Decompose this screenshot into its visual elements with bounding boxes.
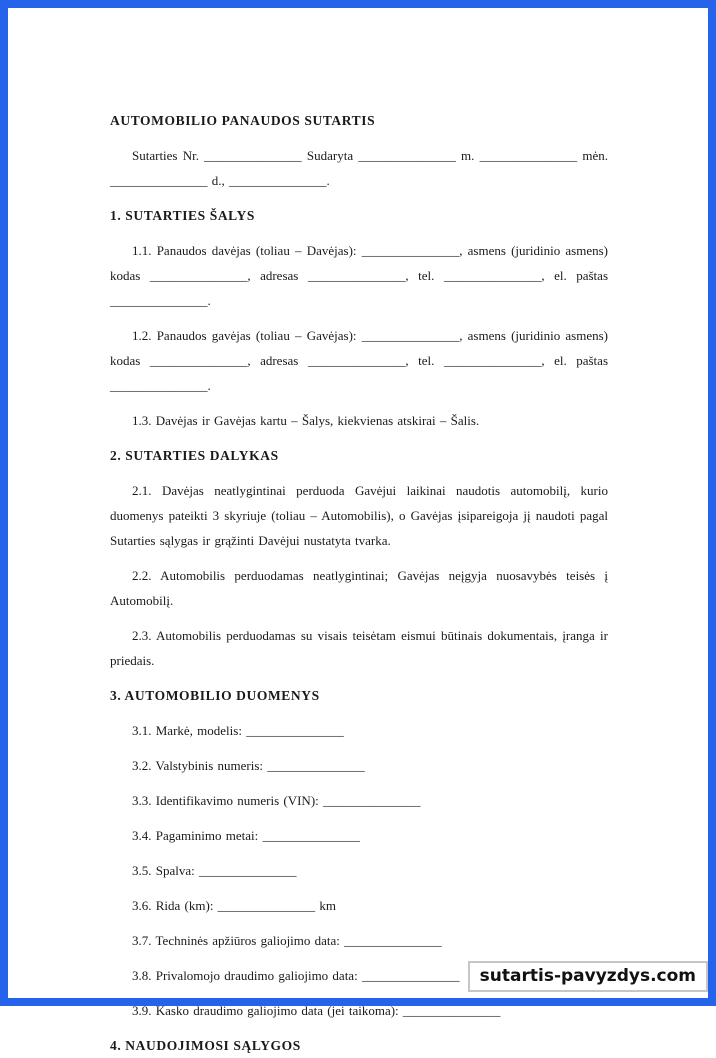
section-paragraph: 2.2. Automobilis perduodamas neatlygintinai; Gavėjas neįgyja nuosavybės teisės į Automobilį.: [110, 568, 608, 608]
section-paragraph: 3.4. Pagaminimo metai: _______________: [132, 828, 360, 843]
section-paragraph: 3.1. Markė, modelis: _______________: [132, 723, 344, 738]
section-paragraph: 3.8. Privalomojo draudimo galiojimo data: _______________: [132, 968, 460, 983]
section-paragraph: 3.2. Valstybinis numeris: _______________: [132, 758, 365, 773]
watermark-badge[interactable]: sutartis-pavyzdys.com: [468, 961, 708, 992]
section-paragraph: 3.9. Kasko draudimo galiojimo data (jei taikoma): _______________: [132, 1003, 501, 1018]
section-heading: 4. NAUDOJIMOSI SĄLYGOS: [110, 1038, 301, 1053]
section-paragraph: 1.3. Davėjas ir Gavėjas kartu – Šalys, kiekvienas atskirai – Šalis.: [132, 413, 480, 428]
document-title: AUTOMOBILIO PANAUDOS SUTARTIS: [110, 113, 376, 128]
section-paragraph: 3.7. Techninės apžiūros galiojimo data: _______________: [132, 933, 442, 948]
document-page: [8, 8, 708, 1053]
section-paragraph: 3.5. Spalva: _______________: [132, 863, 297, 878]
section-heading: 1. SUTARTIES ŠALYS: [110, 208, 256, 223]
section-heading: 2. SUTARTIES DALYKAS: [110, 448, 279, 463]
document-sections: [110, 203, 608, 1058]
section-paragraph: 1.1. Panaudos davėjas (toliau – Davėjas): _______________, asmens (juridinio asmens) kodas _______________, adresas _______________, tel. _______________, el. paštas _______________.: [110, 243, 608, 308]
section-paragraph: 3.3. Identifikavimo numeris (VIN): _______________: [132, 793, 421, 808]
section-paragraph: 2.1. Davėjas neatlygintinai perduoda Gavėjui laikinai naudotis automobilį, kurio duomenys pateikti 3 skyriuje (toliau – Automobilis), o Gavėjas įsipareigoja jį naudoti pagal Sutarties sąlygas ir grąžinti Davėjui nustatyta tvarka.: [110, 483, 608, 548]
section-paragraph: 2.3. Automobilis perduodamas su visais teisėtam eismui būtinais dokumentais, įranga ir priedais.: [110, 628, 608, 668]
section-heading: 3. AUTOMOBILIO DUOMENYS: [110, 688, 320, 703]
intro-paragraph: Sutarties Nr. _______________ Sudaryta _______________ m. _______________ mėn. _______________ d., _______________.: [110, 148, 608, 188]
section-paragraph: 1.2. Panaudos gavėjas (toliau – Gavėjas): _______________, asmens (juridinio asmens) kodas _______________, adresas _______________, tel. _______________, el. paštas _______________.: [110, 328, 608, 393]
section-paragraph: 3.6. Rida (km): _______________ km: [132, 898, 337, 913]
